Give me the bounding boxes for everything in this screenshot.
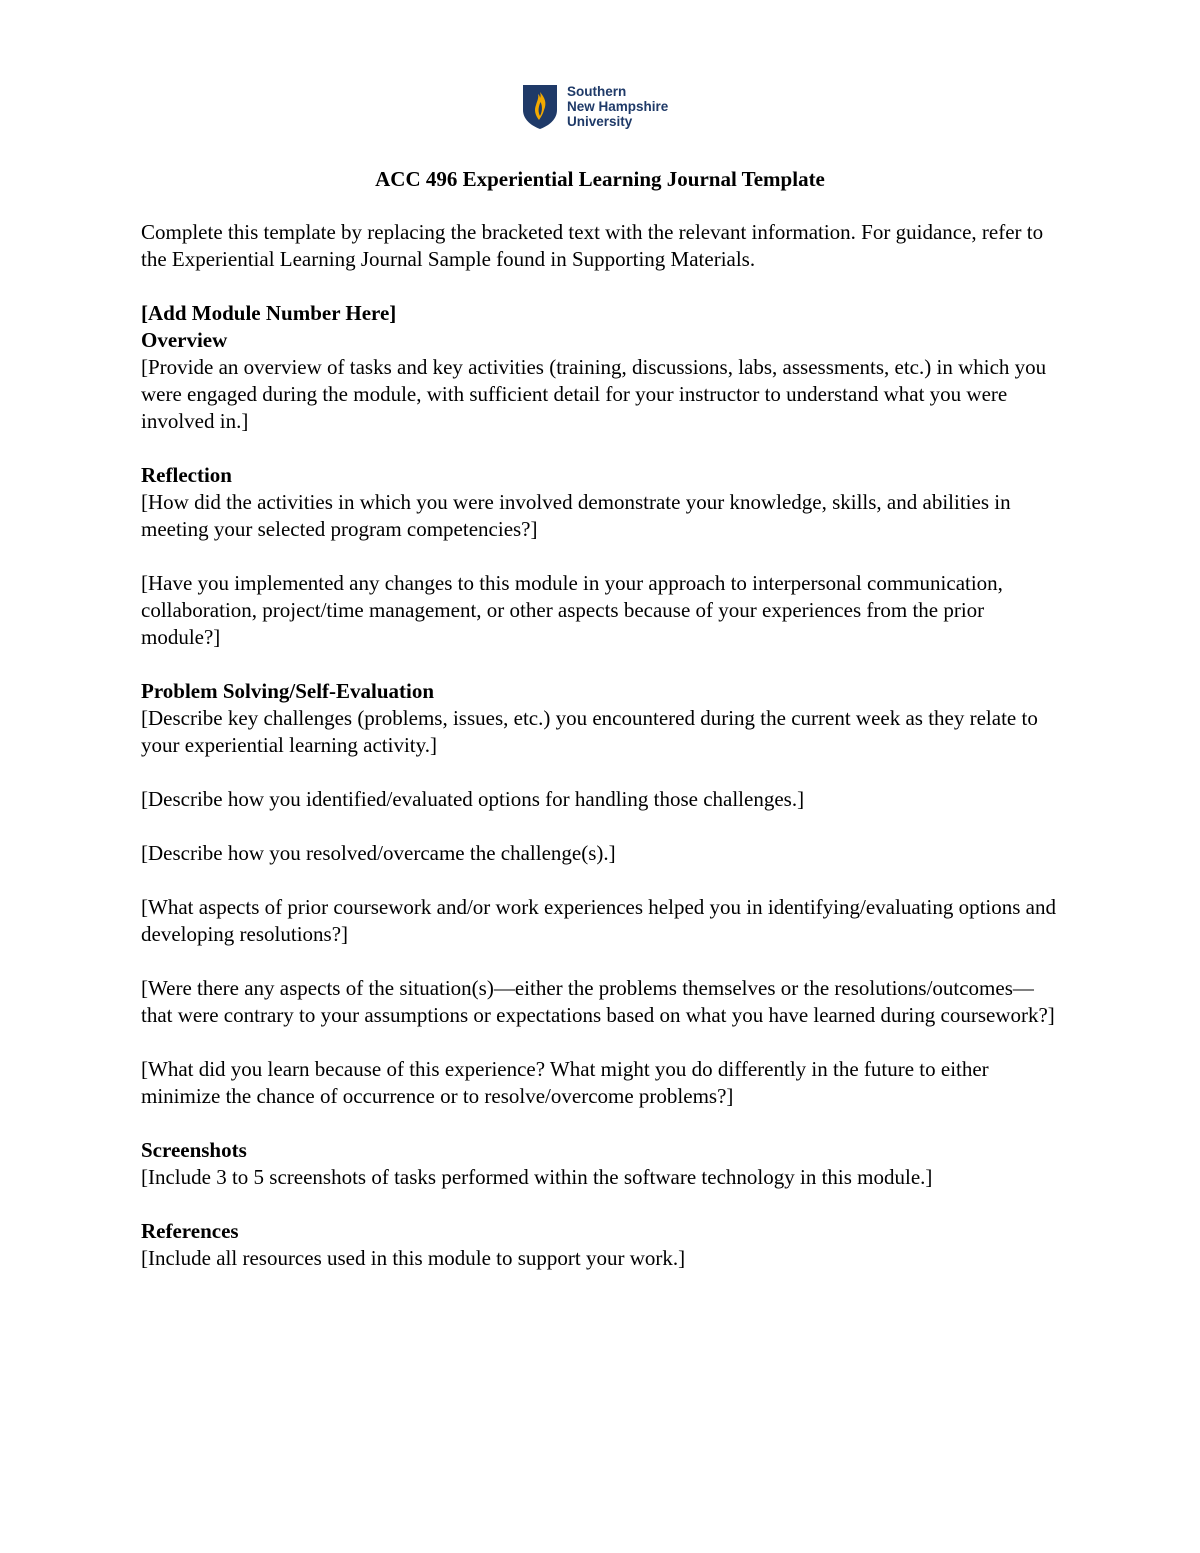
section-screenshots [141, 1137, 1061, 1191]
section-paragraph: [How did the activities in which you were involved demonstrate your knowledge, skills, and abilities in meeting your selected program competencies?] [141, 490, 1011, 541]
logo-line-2: New Hampshire [567, 99, 669, 114]
logo-line-3: University [567, 114, 633, 129]
section-heading: Screenshots [141, 1138, 247, 1162]
section-paragraph: [Describe key challenges (problems, issues, etc.) you encountered during the current week as they relate to your experiential learning activity.] [141, 706, 1038, 757]
section-paragraph: [Include all resources used in this module to support your work.] [141, 1246, 686, 1270]
section-paragraph: [What aspects of prior coursework and/or work experiences helped you in identifying/evaluating options and developing resolutions?] [141, 895, 1056, 946]
section-heading: Overview [141, 328, 228, 352]
section-heading: References [141, 1219, 239, 1243]
shield-flame-icon [522, 84, 558, 130]
logo-wordmark [567, 84, 668, 129]
document-body [141, 219, 1061, 1299]
section-paragraph: [Describe how you resolved/overcame the challenge(s).] [141, 841, 616, 865]
section-reflection [141, 462, 1061, 651]
intro-paragraph: Complete this template by replacing the bracketed text with the relevant information. For guidance, refer to the Experiential Learning Journal Sample found in Supporting Materials. [141, 220, 1044, 271]
section-paragraph: [Describe how you identified/evaluated options for handling those challenges.] [141, 787, 805, 811]
section-problem-solving [141, 678, 1061, 1110]
section-heading: Problem Solving/Self-Evaluation [141, 679, 435, 703]
section-overview [141, 327, 1061, 435]
section-paragraph: [Have you implemented any changes to this module in your approach to interpersonal communication, collaboration, project/time management, or other aspects because of your experiences from the prior module?] [141, 571, 1003, 649]
university-logo [522, 84, 692, 134]
section-paragraph: [Include 3 to 5 screenshots of tasks performed within the software technology in this module.] [141, 1165, 933, 1189]
section-paragraph: [Provide an overview of tasks and key activities (training, discussions, labs, assessments, etc.) in which you were engaged during the module, with sufficient detail for your instructor to understand what you were involved in.] [141, 355, 1047, 433]
document-title: ACC 496 Experiential Learning Journal Template [375, 167, 825, 191]
module-number-placeholder: [Add Module Number Here] [141, 301, 397, 325]
section-paragraph: [Were there any aspects of the situation(s)—either the problems themselves or the resolutions/outcomes—that were contrary to your assumptions or expectations based on what you have learned during coursework?] [141, 976, 1055, 1027]
logo-line-1: Southern [567, 84, 627, 99]
section-heading: Reflection [141, 463, 232, 487]
section-paragraph: [What did you learn because of this experience? What might you do differently in the future to either minimize the chance of occurrence or to resolve/overcome problems?] [141, 1057, 989, 1108]
section-references [141, 1218, 1061, 1272]
